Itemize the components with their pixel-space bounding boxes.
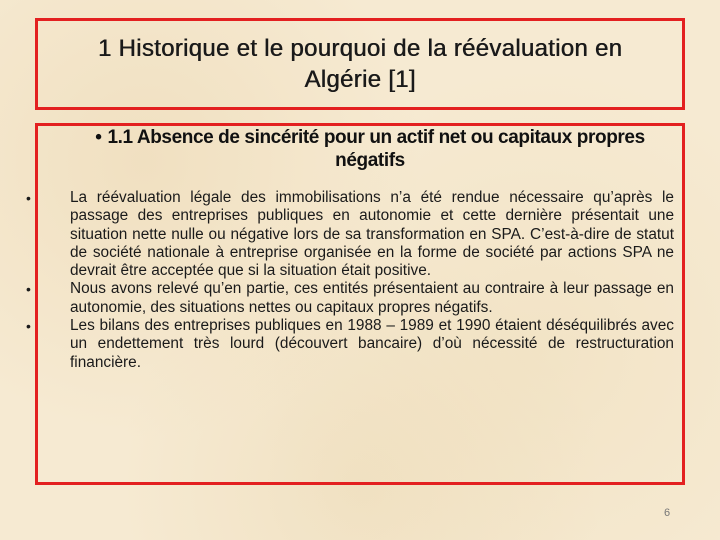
sub-heading-text: 1.1 Absence de sincérité pour un actif net ou capitaux propres négatifs (107, 127, 645, 171)
slide-title: 1 Historique et le pourquoi de la réévaluation en Algérie [1] (97, 35, 623, 93)
list-item (24, 189, 674, 280)
bullet-text: Les bilans des entreprises publiques en 1988 – 1989 et 1990 étaient déséquilibrés avec un endettement très lourd (découvert bancaire) d’où nécessité de restructuration financière. (70, 317, 674, 371)
bullet-text: La réévaluation légale des immobilisations n’a été rendue nécessaire qu’après le passage des entreprises publiques en autonomie et cette dernière présentait une situation nette nulle ou négative lors de sa transformation en SPA. C’est-à-dire de statut de société nationale à entreprise organisée en la forme de société par actions SPA ne devrait être acceptée que si la situation était positive. (70, 189, 674, 280)
title-box (35, 18, 685, 110)
list-item (24, 317, 674, 372)
bullet-dot: • (26, 190, 31, 206)
list-item (24, 280, 674, 317)
bullet-dot: • (26, 318, 31, 335)
bullet-list (24, 189, 674, 372)
sub-heading (90, 126, 650, 172)
page-number: 6 (664, 507, 671, 519)
bullet-text: Nous avons relevé qu’en partie, ces entités présentaient au contraire à leur passage en autonomie, des situations nettes ou capitaux propres négatifs. (70, 280, 674, 316)
sub-heading-bullet: • (95, 127, 102, 148)
bullet-dot: • (26, 281, 31, 298)
